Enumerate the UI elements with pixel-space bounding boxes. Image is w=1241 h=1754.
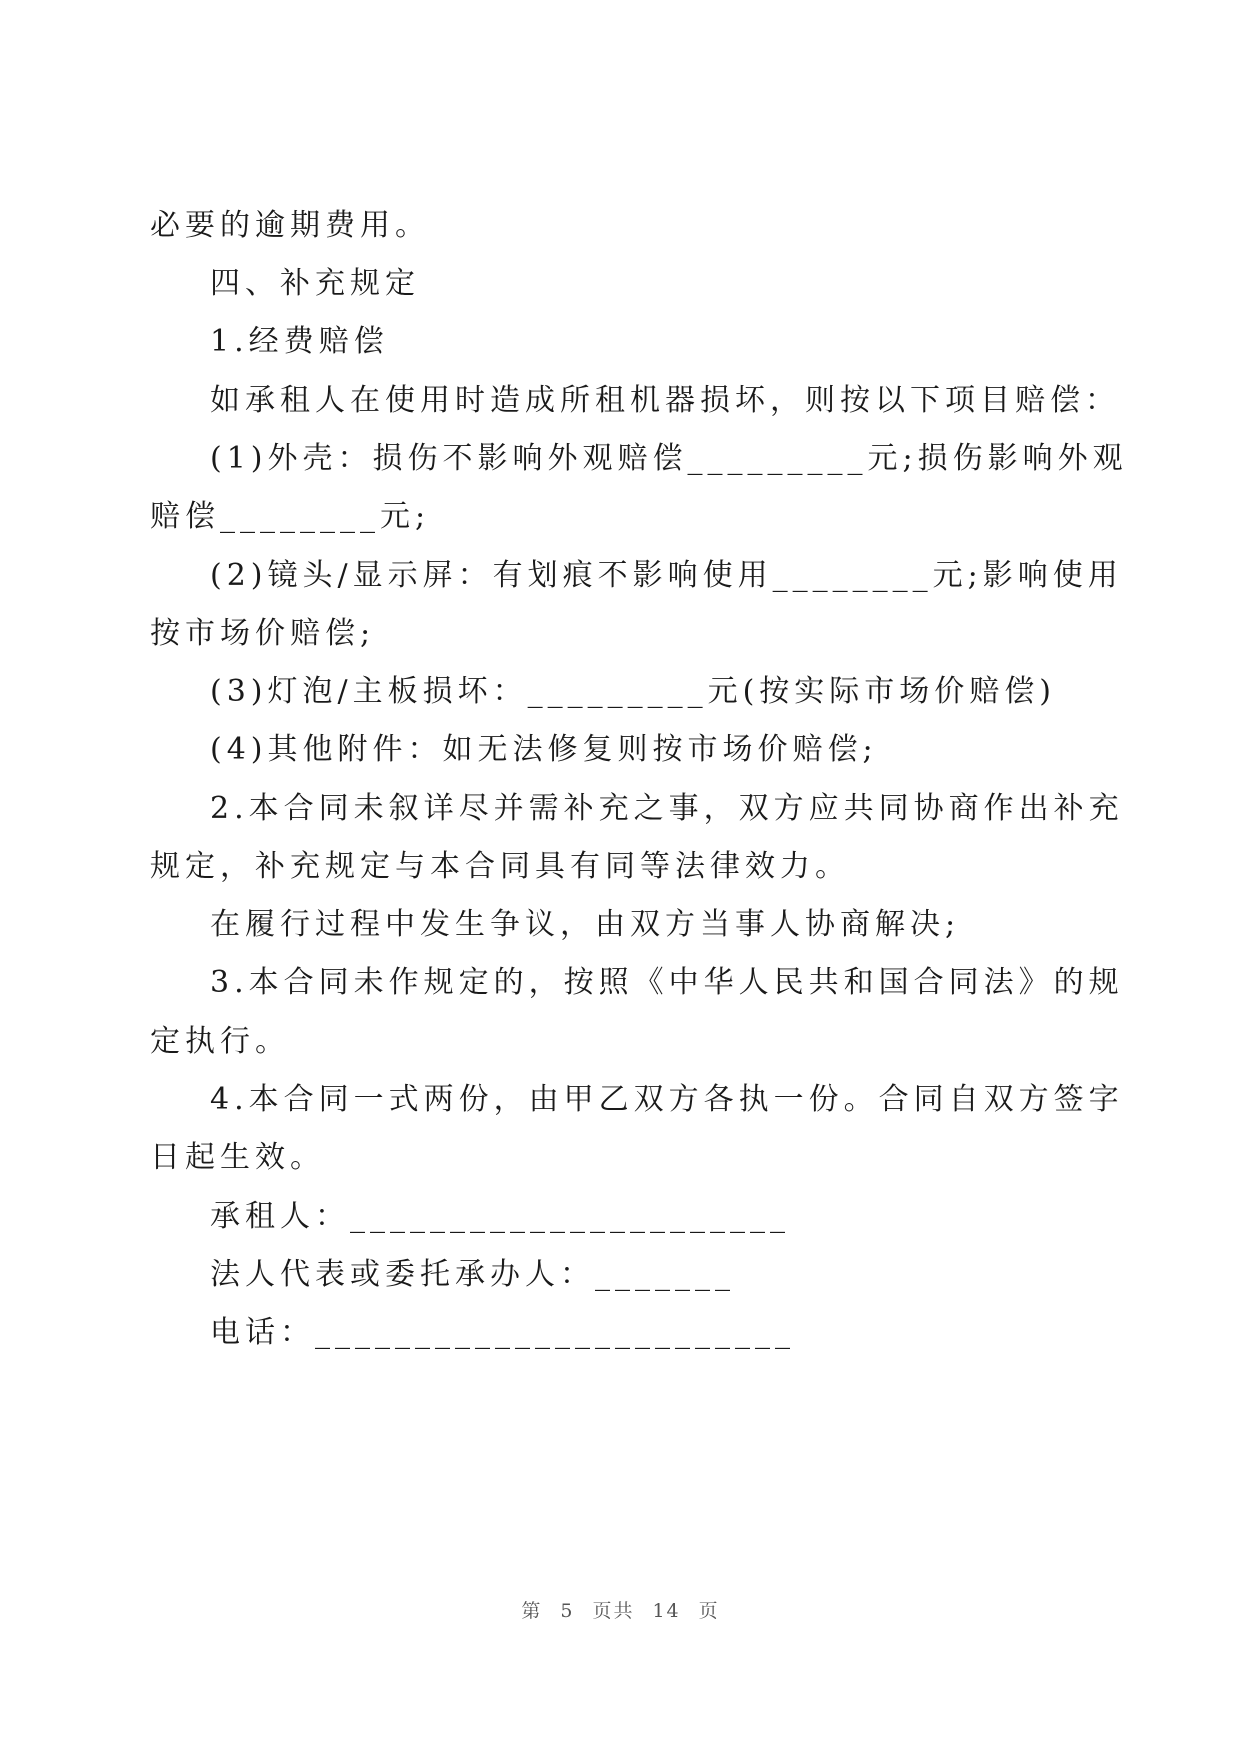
paragraph-line: 必要的逾期费用。	[150, 208, 430, 243]
paragraph-line: 如承租人在使用时造成所租机器损坏，则按以下项目赔偿：	[210, 383, 1120, 418]
page-suffix: 页	[698, 1600, 720, 1622]
paragraph-line: 赔偿________元;	[150, 499, 431, 534]
paragraph-line: (4)其他附件：如无法修复则按市场价赔偿;	[210, 732, 878, 767]
paragraph-line: (2)镜头/显示屏：有划痕不影响使用________元;影响使用	[210, 558, 1123, 593]
paragraph-line: 规定，补充规定与本合同具有同等法律效力。	[150, 849, 850, 884]
page-footer	[0, 1598, 1241, 1624]
paragraph-line: 按市场价赔偿;	[150, 616, 376, 651]
signature-line-representative: 法人代表或委托承办人：_______	[210, 1257, 735, 1292]
signature-line-lessee: 承租人：______________________	[210, 1199, 790, 1234]
signature-line-phone: 电话：________________________	[210, 1315, 795, 1350]
page-label: 第	[521, 1600, 543, 1622]
paragraph-line: (1)外壳：损伤不影响外观赔偿_________元;损伤影响外观	[210, 441, 1128, 476]
paragraph-line: 4.本合同一式两份，由甲乙双方各执一份。合同自双方签字	[210, 1082, 1124, 1117]
page-number: 5	[560, 1600, 575, 1622]
paragraph-line: 日起生效。	[150, 1140, 325, 1175]
paragraph-line: 在履行过程中发生争议，由双方当事人协商解决;	[210, 907, 961, 942]
total-pages: 14	[652, 1600, 681, 1622]
subsection-heading: 1.经费赔偿	[210, 324, 389, 359]
page-of-label: 页共	[592, 1600, 635, 1622]
section-heading: 四、补充规定	[210, 266, 420, 301]
paragraph-line: 定执行。	[150, 1024, 290, 1059]
paragraph-line: (3)灯泡/主板损坏：_________元(按实际市场价赔偿)	[210, 674, 1057, 709]
paragraph-line: 2.本合同未叙详尽并需补充之事，双方应共同协商作出补充	[210, 791, 1124, 826]
paragraph-line: 3.本合同未作规定的，按照《中华人民共和国合同法》的规	[210, 965, 1124, 1000]
